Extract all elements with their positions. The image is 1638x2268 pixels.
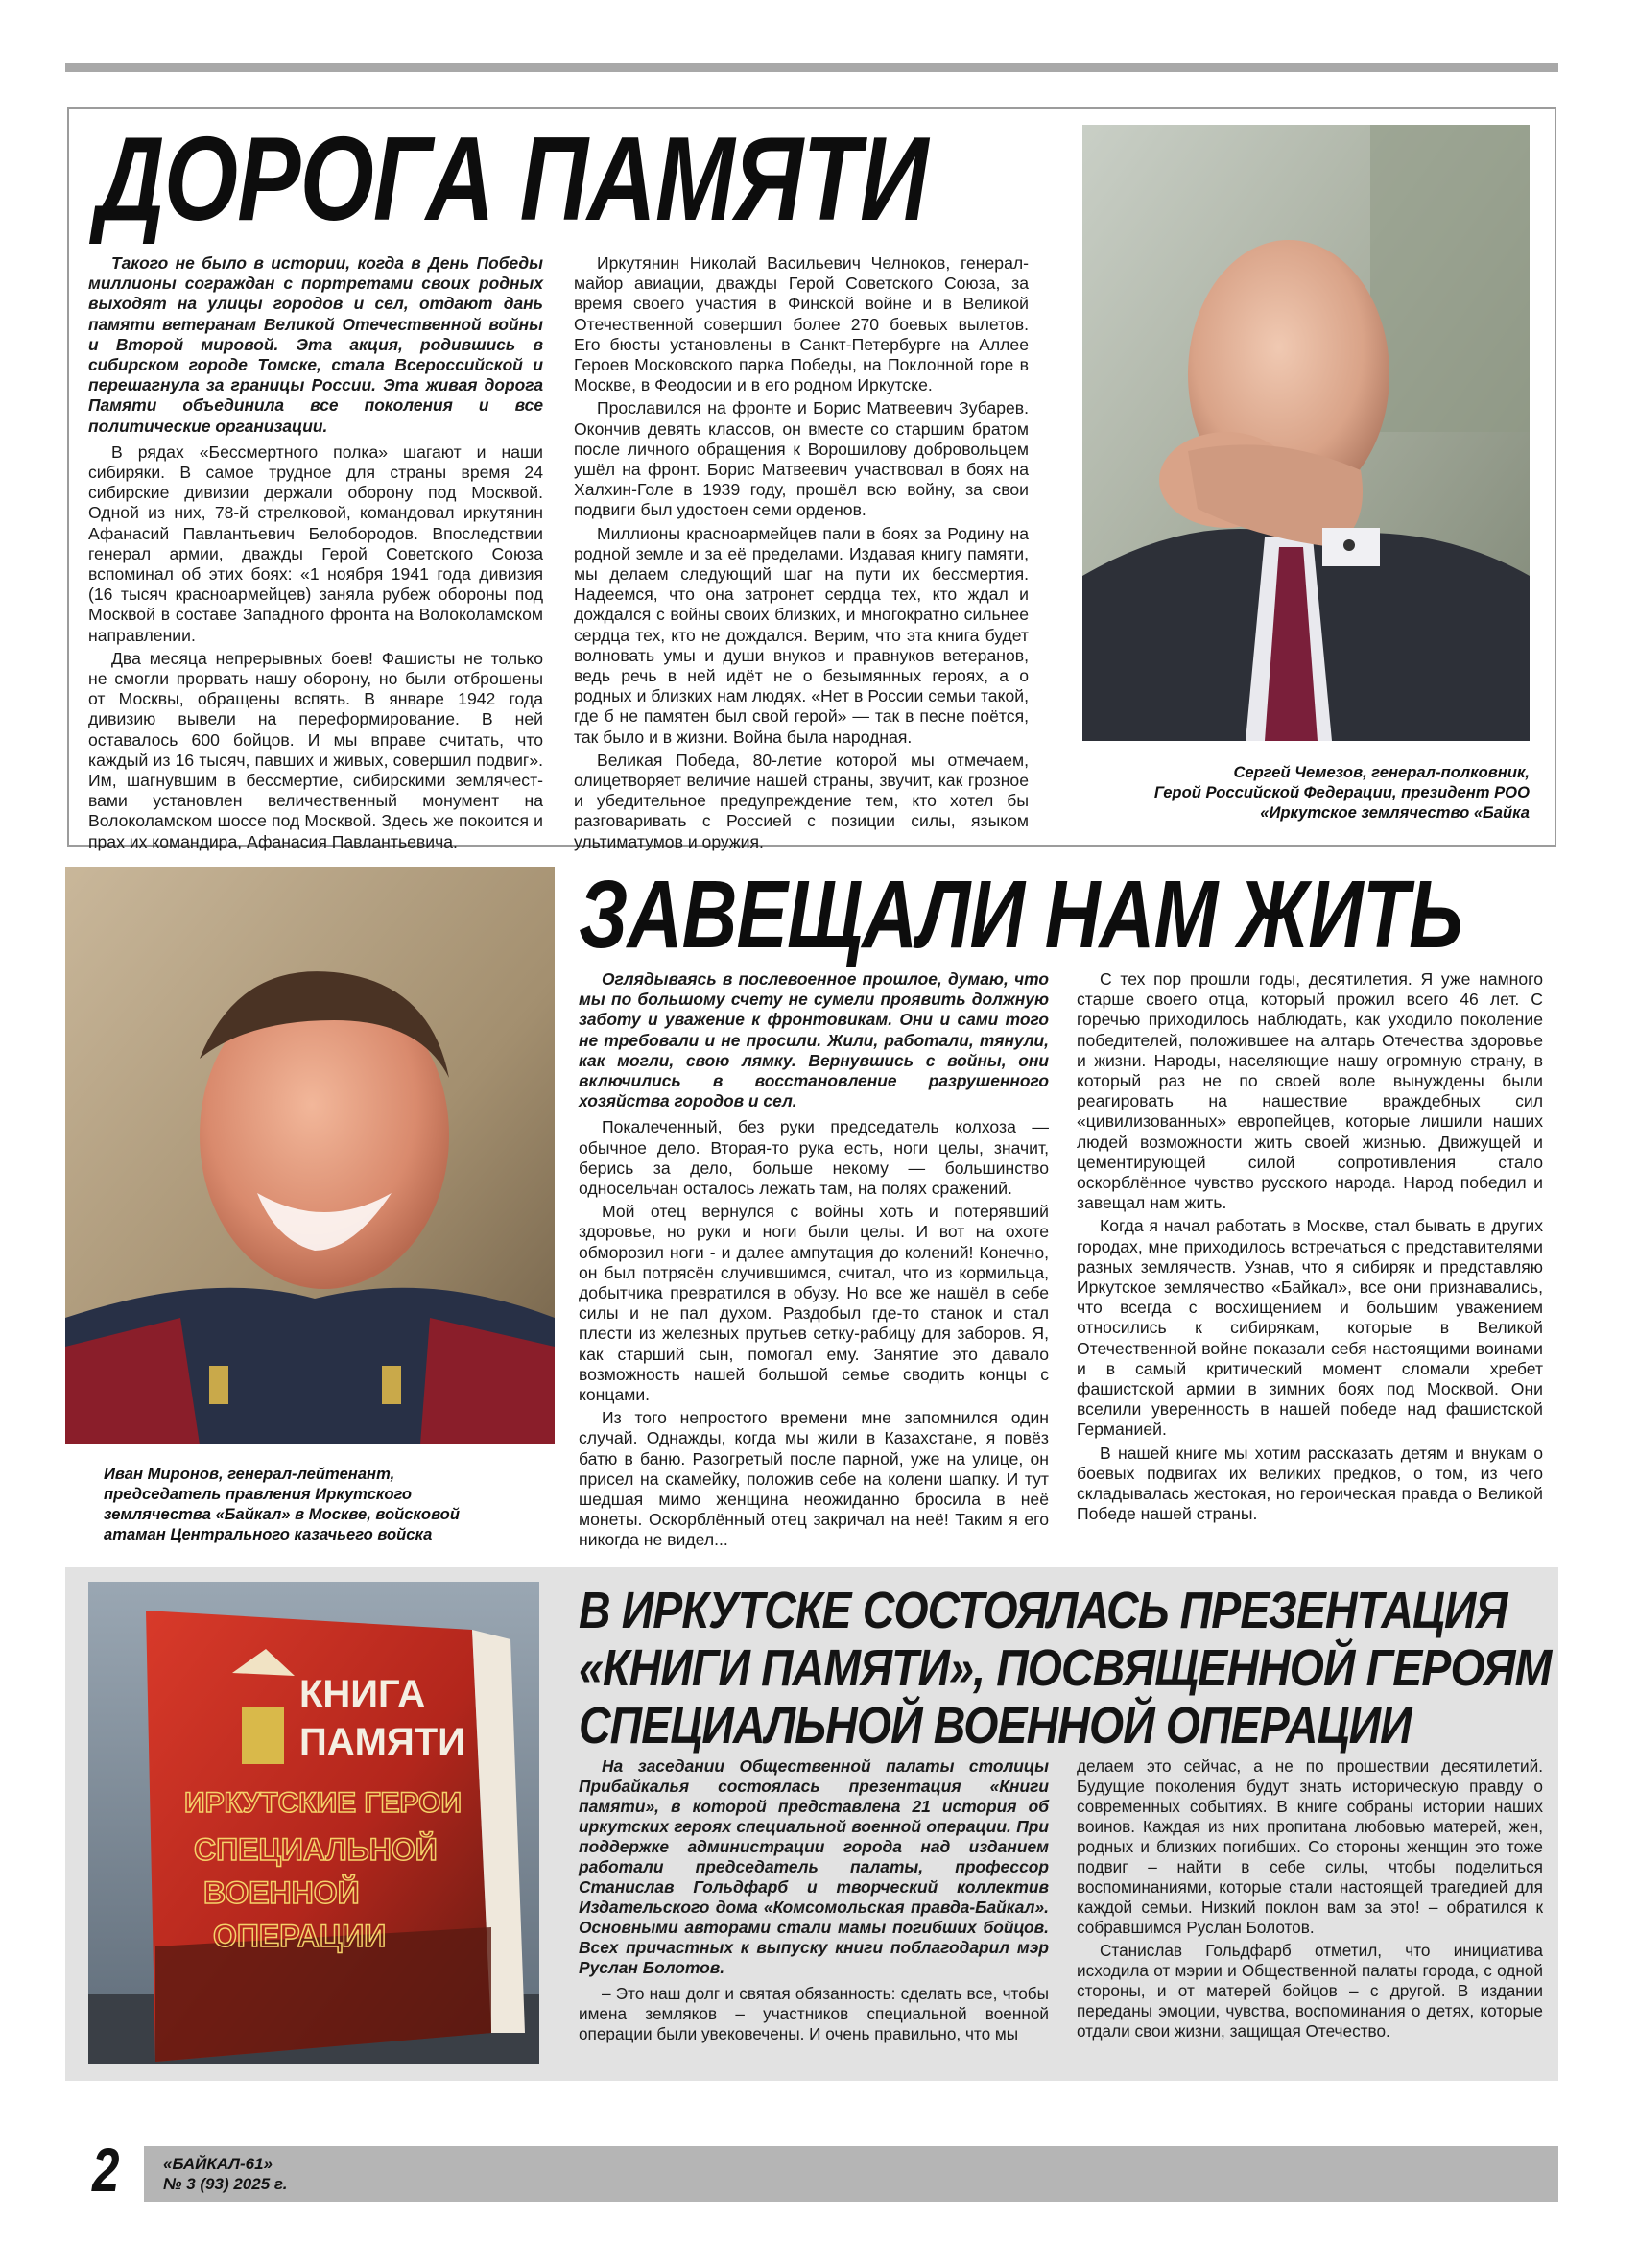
- page-number: 2: [92, 2136, 120, 2205]
- portrait-photo: [1082, 125, 1530, 741]
- top-rule: [65, 63, 1558, 72]
- paragraph: Иркутянин Николай Васильевич Челноков, генерал-майор авиации, дважды Герой Советского Союза, за время своего участия в Финской войне и в Великой Отечественной совершил более 270 боевых вылетов. Его бюсты установлены в Санкт-Петербурге на Аллее Героев Московского парка Победы, на Поклонной горе в Москве, в Феодосии и в его родном Иркутске.: [574, 253, 1029, 395]
- caption-line: председатель правления Иркутского: [104, 1485, 413, 1503]
- article-column: [574, 253, 1029, 855]
- book-title-line: ОПЕРАЦИИ: [213, 1919, 387, 1953]
- footer-bar: [144, 2146, 1558, 2202]
- paragraph: делаем это сейчас, а не по прошествии десятилетий. Будущие поколения будут знать историческую правду о современных событиях. В книге собраны истории наших воинов. Каждая из них пропитана любовью матерей, жен, родных и близких погибших. Со стороны женщин это тоже подвиг – найти в себе силы, чтобы поделиться воспоминаниями, которые стали настоящей трагедией для каждой семьи. Низкий поклон вам за это! – обратился к собравшимся Руслан Болотов.: [1077, 1756, 1543, 1937]
- article-title: ДОРОГА ПАМЯТИ: [96, 113, 928, 246]
- title-line: «КНИГИ ПАМЯТИ», ПОСВЯЩЕННОЙ ГЕРОЯМ: [579, 1639, 1552, 1697]
- book-title-line: КНИГА: [299, 1673, 426, 1715]
- issue-number: № 3 (93) 2025 г.: [163, 2175, 288, 2193]
- newspaper-name: «БАЙКАЛ-61»: [163, 2155, 273, 2173]
- caption-line: Иван Миронов, генерал-лейтенант,: [104, 1465, 395, 1483]
- caption-line: Герой Российской Федерации, президент РОО: [1153, 783, 1530, 801]
- paragraph: Когда я начал работать в Москве, стал бывать в других городах, мне приходилось встречаться с представителями разных землячеств. Узнав, что я сибиряк и представляю Иркутское землячество «Байкал», все они признавались, что всегда с восхищением и большим уважением относились к сибирякам, которые в Великой Отечественной войне показали себя настоящими воинами и в самый критический момент сломали хребет фашистской армии в зимних боях под Москвой. Они вселили уверенность в нашей победе над фашистской Германией.: [1077, 1216, 1543, 1440]
- paragraph: Прославился на фронте и Борис Матвеевич Зубарев. Окончив девять классов, он вместе со старшим братом после личного обращения к Ворошилову добровольцем ушёл на фронт. Борис Матвеевич участвовал в боях на Халхин-Голе в 1939 году, прошёл всю войну, за свои подвиги был удостоен семи орденов.: [574, 398, 1029, 520]
- title-line: СПЕЦИАЛЬНОЙ ВОЕННОЙ ОПЕРАЦИИ: [579, 1697, 1412, 1755]
- article-title: [579, 1582, 1551, 1755]
- paragraph: С тех пор прошли годы, десятилетия. Я уже намного старше своего отца, который прожил всего 46 лет. С горечью приходилось наблюдать, как уходило поколение победителей, положившее на алтарь Отечества здоровье и жизни. Народы, населяющие нашу огромную страну, в который раз не по своей воле вынуждены были реагировать на нашествие враждебных сил «цивилизованных» европейцев, которые лишили наших людей возможности жить своей жизнью. Движущей и цементирующей силой сопротивления стало оскорблённое чувство русского народа. Народ победил и завещал нам жить.: [1077, 969, 1543, 1213]
- paragraph: В рядах «Бессмертного полка» шагают и наши сибиряки. В самое трудное для страны время 24 сибирские дивизии держали оборону под Москвой. Одной из них, 78-й стрелковой, командовал иркутянин Афанасий Павлантьевич Белобородов. Впоследствии генерал армии, дважды Герой Советского Союза вспоминал об этих боях: «1 ноября 1941 года дивизия (16 тысяч красноармейцев) заняла рубеж обороны под Москвой в составе Западного фронта на Волоколамском направлении.: [88, 442, 543, 645]
- article-column: [579, 1756, 1049, 2047]
- lead-paragraph: Такого не было в истории, когда в День Победы миллионы сограждан с портретами своих родных выходят на улицы городов и сел, отдают дань памяти ветеранам Великой Отечественной войны и Второй мировой. Эта акция, родившись в сибирском городе Томске, стала Всероссийской и перешагнула за границы России. Эта живая дорога Памяти объединила все поколения и все политические организации.: [88, 253, 543, 436]
- book-title-line: ВОЕННОЙ: [203, 1875, 360, 1910]
- book-title-line: ИРКУТСКИЕ ГЕРОИ: [184, 1787, 463, 1819]
- paragraph: Два месяца непрерывных боев! Фашисты не только не смогли прорвать нашу оборону, но были отброшены от Москвы, обращены вспять. В январе 1942 года дивизию вывели на переформирование. В ней оставалось 600 бойцов. И мы вправе считать, что каждый из 16 тысяч, павших и живых, совершил подвиг». Им, шагнувшим в бессмертие, сибирскими землячествами установлен величественный монумент на Волоколамском шоссе под Москвой. Здесь же покоится и прах их командира, Афанасия Павлантьевича.: [88, 648, 543, 851]
- article-column: [1077, 969, 1543, 1527]
- photo-caption: [1082, 762, 1530, 823]
- lead-paragraph: Оглядываясь в послевоенное прошлое, думаю, что мы по большому счету не сумели проявить должную заботу и уважение к фронтовикам. Они и сами того не требовали и не просили. Жили, работали, тянули, как могли, свою лямку. Вернувшись с войны, они включились в восстановление разрушенного хозяйства городов и сел.: [579, 969, 1049, 1111]
- caption-line: атаман Центрального казачьего войска: [104, 1525, 433, 1543]
- article-column: [579, 969, 1049, 1554]
- paragraph: Из того непростого времени мне запомнился один случай. Однажды, когда мы жили в Казахстане, я повёз батю в баню. Разогретый после парной, уже на улице, он присел на скамейку, положив себе на колени шапку. И тут шедшая мимо женщина неожиданно бросила в неё монеты. Оскорблённый отец закричал на неё! Таким я его никогда не видел...: [579, 1408, 1049, 1550]
- photo-caption: [104, 1464, 555, 1544]
- paragraph: Миллионы красноармейцев пали в боях за Родину на родной земле и за её пределами. Издавая книгу памяти, мы делаем следующий шаг на пути их бессмертия. Надеемся, что она затронет сердца тех, кто ждал и дождался с войны своих близких, и многократно сильнее сердца тех, кто не дождался. Верим, что эта книга будет волновать умы и души внуков и правнуков ветеранов, ведь речь в ней идёт не о безымянных героях, а о родных и близких нам людях. «Нет в России семьи такой, где б не памятен был свой герой» — так в песне поётся, так было и в жизни. Война была народная.: [574, 523, 1029, 747]
- book-title-line: ПАМЯТИ: [299, 1721, 465, 1763]
- paragraph: Мой отец вернулся с войны хоть и потерявший здоровье, но руки и ноги были целы. И вот на охоте обморозил ноги - и далее ампутация до колений! Конечно, он был потрясён случившимся, считал, что из кормильца, добытчика превратился в обузу. Но все же нашёл в себе силы и не пал духом. Раздобыл где-то станок и стал плести из железных прутьев сетку-рабицу для заборов. Я, как старший сын, помогал ему. Занятие это давало возможность нашей большой семье сводить концы с концами.: [579, 1202, 1049, 1405]
- lead-paragraph: На заседании Общественной палаты столицы Прибайкалья состоялась презентация «Книги памяти», в которой представлена 21 история об иркутских героях специальной военной операции. При поддержке администрации города над изданием работали председатель палаты, профессор Станислав Гольдфарб и творческий коллектив Издательского дома «Комсомольская правда-Байкал». Основными авторами стали мамы погибших бойцов. Всех причастных к выпуску книги поблагодарил мэр Руслан Болотов.: [579, 1756, 1049, 1977]
- caption-line: землячества «Байкал» в Москве, войсковой: [104, 1505, 460, 1523]
- article-column: [88, 253, 543, 855]
- paragraph: Станислав Гольдфарб отметил, что инициатива исходила от мэрии и Общественной палаты города, с одной стороны, и от матерей бойцов – с другой. В издании переданы эмоции, чувства, воспоминания о детях, которые отдали свои жизни, защищая Отечество.: [1077, 1941, 1543, 2041]
- paragraph: Великая Победа, 80-летие которой мы отмечаем, олицетворяет величие нашей страны, звучит, как грозное и убедительное предупреждение тем, кто хотел бы разговаривать с Россией с позиции силы, языком ультиматумов и оружия.: [574, 750, 1029, 851]
- paragraph: – Это наш долг и святая обязанность: сделать все, чтобы имена земляков – участников специальной военной операции были увековечены. И очень правильно, что мы: [579, 1984, 1049, 2043]
- paragraph: Покалеченный, без руки председатель колхоза — обычное дело. Вторая-то рука есть, ноги целы, значит, берись за дело, больше некому — большинство односельчан осталось лежать там, на полях сражений.: [579, 1117, 1049, 1199]
- footer-info: [163, 2154, 287, 2194]
- caption-line: Сергей Чемезов, генерал-полковник,: [1233, 763, 1530, 781]
- portrait-photo: [65, 867, 555, 1444]
- title-line: В ИРКУТСКЕ СОСТОЯЛАСЬ ПРЕЗЕНТАЦИЯ: [579, 1582, 1507, 1639]
- book-image: [88, 1582, 539, 2064]
- portrait-image: [65, 867, 555, 1444]
- article-title: ЗАВЕЩАЛИ НАМ ЖИТЬ: [579, 861, 1462, 968]
- book-title-line: СПЕЦИАЛЬНОЙ: [194, 1832, 438, 1867]
- book-photo: [88, 1582, 539, 2064]
- paragraph: В нашей книге мы хотим рассказать детям и внукам о боевых подвигах их великих предков, о том, из чего складывалась жестокая, но героическая правда о Великой Победе нашей страны.: [1077, 1443, 1543, 1524]
- article-column: [1077, 1756, 1543, 2044]
- portrait-image: [1082, 125, 1530, 741]
- caption-line: «Иркутское землячество «Байка: [1260, 803, 1530, 822]
